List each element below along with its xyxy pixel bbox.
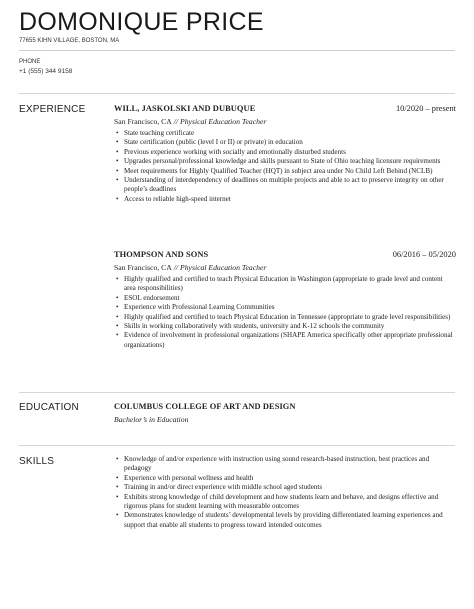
job-dates: 06/2016 – 05/2020: [392, 250, 456, 259]
list-item: • State certification (public (level I or II) or private) in education: [114, 138, 456, 147]
experience-section-title: EXPERIENCE: [19, 104, 86, 115]
list-item: • Highly qualified and certified to teach Physical Education in Washington (appropriate to grade level and content area responsibilities): [114, 275, 456, 294]
candidate-name: DOMONIQUE PRICE: [19, 8, 264, 36]
job-location-role: [114, 263, 456, 273]
job-separator: //: [171, 263, 180, 272]
job-location: San Francisco, CA: [114, 117, 172, 126]
list-item: • Upgrades personal/professional knowledge and skills pursuant to State of Ohio teaching licensure requirements: [114, 157, 456, 166]
list-item: • Experience with personal wellness and health: [114, 474, 456, 483]
degree: Bachelor’s in Education: [114, 415, 189, 424]
experience-divider: [19, 93, 455, 94]
phone-label: PHONE: [19, 59, 41, 65]
job-entry: [114, 250, 456, 350]
list-item: • ESOL endorsement: [114, 294, 456, 303]
list-item: • Access to reliable high-speed internet: [114, 195, 456, 204]
list-item: • Skills in working collaboratively with students, university and K-12 schools the community: [114, 322, 456, 331]
list-item: • Previous experience working with socially and emotionally disturbed students: [114, 148, 456, 157]
job-employer: WILL, JASKOLSKI AND DUBUQUE: [114, 104, 256, 113]
job-entry: [114, 104, 456, 204]
education-entry: [114, 402, 456, 424]
phone-number: +1 (555) 344 9158: [19, 68, 73, 75]
education-section-title: EDUCATION: [19, 402, 79, 413]
school-name: COLUMBUS COLLEGE OF ART AND DESIGN: [114, 402, 296, 411]
list-item: • Experience with Professional Learning Communities: [114, 303, 456, 312]
list-item: • Knowledge of and/or experience with instruction using sound research-based instruction, best practices and pedagogy: [114, 455, 456, 474]
skills-entry: [114, 455, 456, 530]
list-item: • Exhibits strong knowledge of child development and how students learn and behave, and designs effective and rigorous plans for student learning with measurable outcomes: [114, 493, 456, 512]
list-item: • Understanding of interdependency of deadlines on multiple projects and able to act to preserve integrity on other people’s deadlines: [114, 176, 456, 195]
job-location-role: [114, 117, 456, 127]
job-role: Physical Education Teacher: [180, 117, 267, 126]
skills-section-title: SKILLS: [19, 456, 55, 467]
list-item: • State teaching certificate: [114, 129, 456, 138]
education-divider: [19, 392, 455, 393]
job-dates: 10/2020 – present: [395, 104, 456, 113]
job-bullets: [114, 275, 456, 350]
candidate-address: 77655 KIHN VILLAGE, BOSTON, MA: [19, 38, 120, 44]
job-location: San Francisco, CA: [114, 263, 172, 272]
header-divider: [19, 50, 455, 51]
list-item: • Meet requirements for Highly Qualified Teacher (HQT) in subject area under No Child Left Behind (NCLB): [114, 167, 456, 176]
list-item: • Highly qualified and certified to teach Physical Education in Tennessee (appropriate to grade level responsibilities): [114, 313, 456, 322]
job-employer: THOMPSON AND SONS: [114, 250, 209, 259]
list-item: • Demonstrates knowledge of students’ developmental levels by providing differentiated learning experiences and support that enable all students to progress toward intended outcomes: [114, 511, 456, 530]
job-bullets: [114, 129, 456, 204]
skills-bullets: [114, 455, 456, 530]
job-separator: //: [171, 117, 180, 126]
job-role: Physical Education Teacher: [180, 263, 267, 272]
list-item: • Training in and/or direct experience with middle school aged students: [114, 483, 456, 492]
list-item: • Evidence of involvement in professional organizations (SHAPE America specifically other appropriate professional organizations): [114, 331, 456, 350]
skills-divider: [19, 445, 455, 446]
